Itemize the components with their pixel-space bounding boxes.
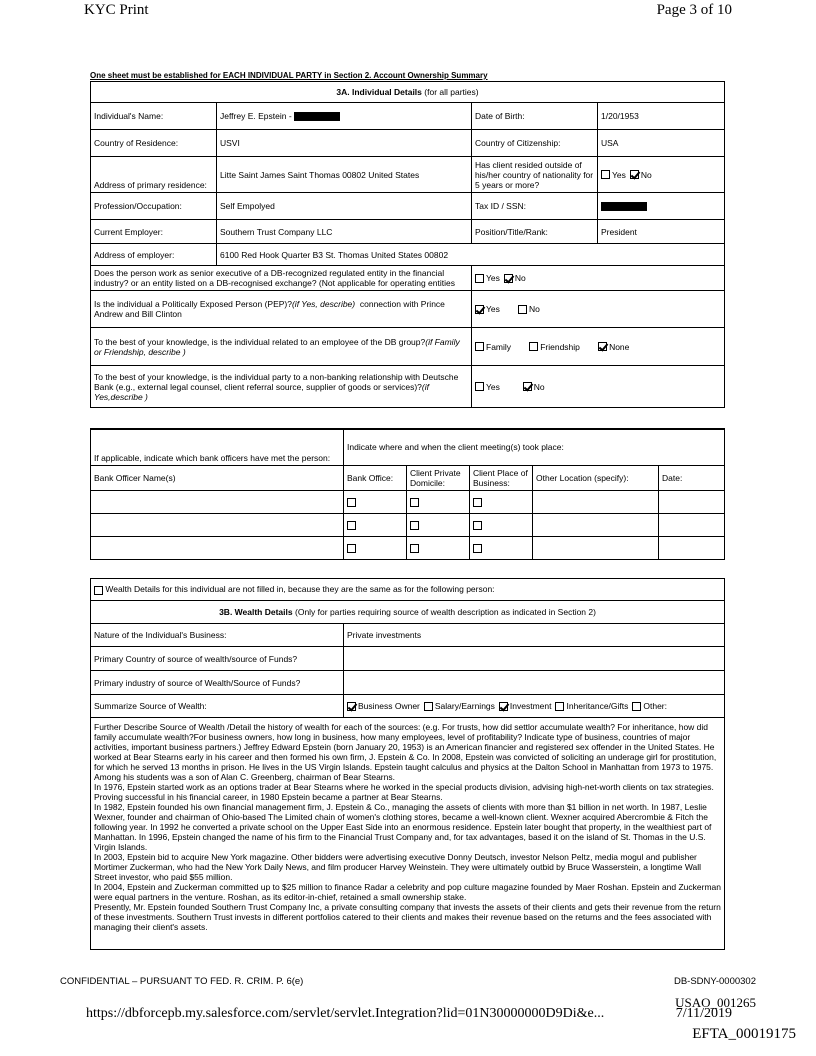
section-3a-header	[91, 82, 725, 103]
wealth-paragraph: In 1976, Epstein started work as an options trader at Bear Stearns where he worked in the special products division, advising high-net-worth clients on tax strategies. Proving successful in his financial career, in 1980 Epstein became a partner at Bear Stearns.	[94, 782, 714, 802]
taxid-label: Tax ID / SSN:	[472, 193, 598, 220]
nonbank-yes-label: Yes	[486, 381, 500, 392]
employer-address-value: 6100 Red Hook Quarter B3 St. Thomas United States 00802	[217, 244, 725, 266]
industry-label: Primary industry of source of Wealth/Source of Funds?	[91, 671, 344, 695]
position-value: President	[598, 220, 725, 244]
wealth-paragraph: Presently, Mr. Epstein founded Southern Trust Company Inc, a private consulting company that invests the assets of their clients and gets their revenue from the return of these investments. Southern Trust invests in different portfolios catered to their clients and makes their revenue based on the returns and the fees associated with managing their client's assets.	[94, 902, 721, 932]
other-label: Other:	[643, 701, 667, 712]
date-cell[interactable]	[659, 491, 725, 514]
address-value: Litte Saint James Saint Thomas 00802 United States	[217, 157, 472, 193]
business-value: Private investments	[344, 624, 725, 647]
profession-label: Profession/Occupation:	[91, 193, 217, 220]
redaction-bar	[294, 112, 340, 121]
individual-details-table	[90, 81, 725, 430]
nonbank-options	[472, 366, 725, 408]
app-title: KYC Print	[84, 2, 149, 18]
name-value: Jeffrey E. Epstein -	[220, 110, 292, 121]
domicile-checkbox[interactable]	[410, 498, 419, 507]
business-label: Nature of the Individual's Business:	[91, 624, 344, 647]
page-indicator: Page 3 of 10	[656, 2, 732, 18]
citizenship-label: Country of Citizenship:	[472, 130, 598, 157]
date-cell[interactable]	[659, 537, 725, 560]
outside-yes-label: Yes	[612, 169, 626, 180]
industry-value	[344, 671, 725, 695]
senior-no-checkbox[interactable]	[504, 274, 513, 283]
officer-name-cell[interactable]	[91, 514, 344, 537]
where-question: Indicate where and when the client meeting(s) took place:	[344, 429, 725, 466]
spacer-row	[91, 408, 725, 430]
citizenship-value: USA	[598, 130, 725, 157]
senior-question: Does the person work as senior executive of a DB-recognized regulated entity in the financial industry? or an entity listed on a DB-recognised exchange? (Not applicable for operating entities	[91, 266, 472, 291]
col-business-header: Client Place of Business:	[470, 466, 533, 491]
col-date-header: Date:	[659, 466, 725, 491]
name-label: Individual's Name:	[91, 103, 217, 130]
confidential-notice: CONFIDENTIAL – PURSUANT TO FED. R. CRIM. P. 6(e)	[60, 976, 304, 987]
outside-no-checkbox[interactable]	[630, 170, 639, 179]
wealth-description	[91, 718, 725, 950]
bank-office-checkbox[interactable]	[347, 544, 356, 553]
other-location-cell[interactable]	[533, 491, 659, 514]
officer-name-cell[interactable]	[91, 537, 344, 560]
summary-label: Summarize Source of Wealth:	[91, 695, 344, 718]
same-as-checkbox[interactable]	[94, 586, 103, 595]
country-value	[344, 647, 725, 671]
profession-value: Self Empolyed	[217, 193, 472, 220]
employer-label: Current Employer:	[91, 220, 217, 244]
section-3b-subtitle: (Only for parties requiring source of wealth description as indicated in Section 2)	[295, 607, 596, 617]
pep-question-text: Is the individual a Politically Exposed Person (PEP)?	[94, 299, 292, 309]
date-cell[interactable]	[659, 514, 725, 537]
business-checkbox[interactable]	[473, 521, 482, 530]
pep-yes-checkbox[interactable]	[475, 305, 484, 314]
section-3a-title: 3A. Individual Details	[336, 87, 422, 97]
bates-db-number: DB-SDNY-0000302	[673, 976, 756, 987]
nonbank-question-hint: (if Yes,describe )	[94, 381, 429, 402]
pep-yes-label: Yes	[486, 304, 500, 315]
business-checkbox[interactable]	[473, 498, 482, 507]
col-officer-header: Bank Officer Name(s)	[91, 466, 344, 491]
pep-no-label: No	[529, 304, 540, 315]
investment-checkbox[interactable]	[499, 702, 508, 711]
dob-label: Date of Birth:	[472, 103, 598, 130]
related-question-text: To the best of your knowledge, is the individual related to an employee of the DB group?	[94, 336, 426, 347]
col-domicile-header: Client Private Domicile:	[407, 466, 470, 491]
position-label: Position/Title/Rank:	[472, 220, 598, 244]
col-bank-office-header: Bank Office:	[344, 466, 407, 491]
redaction-bar	[601, 202, 647, 211]
same-as-label: Wealth Details for this individual are not filled in, because they are the same as for the following person:	[105, 584, 495, 595]
friendship-label: Friendship	[540, 341, 580, 352]
section-3a-subtitle: (for all parties)	[424, 87, 479, 97]
country-label: Primary Country of source of wealth/source of Funds?	[91, 647, 344, 671]
col-other-header: Other Location (specify):	[533, 466, 659, 491]
taxid-cell	[598, 193, 725, 220]
pep-answer-text: connection with Prince Andrew and Bill Clinton	[94, 299, 445, 319]
pep-question-hint: (if Yes, describe)	[291, 299, 356, 309]
address-label: Address of primary residence:	[91, 157, 217, 193]
senior-yes-checkbox[interactable]	[475, 274, 484, 283]
nonbank-no-checkbox[interactable]	[523, 382, 532, 391]
senior-options	[472, 266, 725, 291]
wealth-paragraph: In 2004, Epstein and Zuckerman committed up to $25 million to finance Radar a celebrity and pop culture magazine founded by Maer Roshan. Epstein and Zuckerman were equal partners in the venture. Roshan, as its editor-in-chief, retained a small ownership stake.	[94, 882, 721, 902]
nonbank-yes-checkbox[interactable]	[475, 382, 484, 391]
other-checkbox[interactable]	[632, 702, 641, 711]
business-owner-label: Business Owner	[358, 701, 420, 712]
name-cell	[217, 103, 472, 130]
senior-no-label: No	[514, 273, 526, 284]
same-as-row	[91, 579, 725, 601]
bank-office-checkbox[interactable]	[347, 521, 356, 530]
residence-value: USVI	[217, 130, 472, 157]
wealth-paragraph: Further Describe Source of Wealth /Detail the history of wealth for each of the sources: (e.g. For trusts, how did settlor accumulate wealth? For inheritance, how did family accumulate wealth?For business owners, how long in business, how many employees, level of profitability? Indicate type of business, countries of major activities, important business partners.) Jeffrey Edward Epstein (born January 20, 1953) is an American financier and registered sex offender in the United States. He worked at Bear Stearns early in his career and then formed his own firm, J. Epstein & Co. In 2008, Epstein was convicted of soliciting an underage girl for prostitution, for which he served 13 months in prison. He lives in the US Virgin Islands. Epstein taught calculus and physics at the Dalton School in Manhattan from 1973 to 1975. Among his students was a son of Alan C. Greenberg, chairman of Bear Stearns.	[94, 722, 717, 782]
wealth-paragraph: In 1982, Epstein founded his own financial management firm, J. Epstein & Co., managing the assets of clients with more than $1 billion in net worth. In 1987, Leslie Wexner, founder and chairman of Ohio-based The Limited chain of women's clothing stores, became a well-known client. Wexner acquired Abercrombie & Fitch the following year. In 1992 he converted a private school on the Upper East Side into an enormous residence. Epstein later bought that property, in the wealthiest part of Manhattan. In 1996, Epstein changed the name of his firm to the Financial Trust Company and, for tax advantages, based it on the island of St. Thomas in the U.S. Virgin Islands.	[94, 802, 712, 852]
wealth-paragraph: In 2003, Epstein bid to acquire New York magazine. Other bidders were advertising executive Donny Deutsch, investor Nelson Peltz, media mogul and publisher Mortimer Zuckerman, who had the New York Daily News, and film producer Harvey Weinstein. They were ultimately outbid by Bruce Wasserstein, a longtime Wall Street investor, who paid $55 million.	[94, 852, 702, 882]
meetings-table	[90, 428, 725, 560]
salary-label: Salary/Earnings	[434, 701, 495, 712]
page-url[interactable]: https://dbforcepb.my.salesforce.com/servlet/servlet.Integration?lid=01N30000000D9Di&e...	[86, 1006, 605, 1021]
usao-number: USAO_001265	[675, 995, 756, 1010]
pep-question	[91, 291, 472, 328]
outside-label: Has client resided outside of his/her country of nationality for 5 years or more?	[472, 157, 598, 193]
domicile-checkbox[interactable]	[410, 544, 419, 553]
officers-question: If applicable, indicate which bank officers have met the person:	[91, 429, 344, 466]
table-row	[91, 491, 725, 514]
related-options	[472, 328, 725, 366]
pep-options	[472, 291, 725, 328]
inheritance-label: Inheritance/Gifts	[566, 701, 629, 712]
wealth-details-table	[90, 578, 725, 950]
none-checkbox[interactable]	[598, 342, 607, 351]
nonbank-question-text: To the best of your knowledge, is the individual party to a non-banking relationship with Deutsche Bank (e.g., external legal counsel, client referral source, supplier of goods or services)?	[94, 371, 459, 392]
employer-address-label: Address of employer:	[91, 244, 217, 266]
instruction-text: One sheet must be established for EACH INDIVIDUAL PARTY in Section 2. Account Ownership Summary	[90, 71, 488, 80]
domicile-checkbox[interactable]	[410, 521, 419, 530]
section-3b-header	[91, 601, 725, 624]
friendship-checkbox[interactable]	[529, 342, 538, 351]
related-question-hint: (if Family or Friendship, describe )	[94, 336, 460, 357]
efta-number: EFTA_00019175	[692, 1026, 796, 1042]
business-owner-checkbox[interactable]	[347, 702, 356, 711]
nonbank-no-label: No	[533, 381, 545, 392]
print-date: 7/11/2019	[675, 1006, 732, 1021]
bank-office-checkbox[interactable]	[347, 498, 356, 507]
salary-checkbox[interactable]	[424, 702, 433, 711]
business-checkbox[interactable]	[473, 544, 482, 553]
dob-value: 1/20/1953	[598, 103, 725, 130]
summary-options	[344, 695, 725, 718]
senior-yes-label: Yes	[486, 273, 500, 284]
outside-no-label: No	[640, 169, 652, 180]
related-question	[91, 328, 472, 366]
outside-yes-checkbox[interactable]	[601, 170, 610, 179]
nonbank-question	[91, 366, 472, 408]
other-location-cell[interactable]	[533, 537, 659, 560]
outside-options	[598, 157, 725, 193]
table-row	[91, 537, 725, 560]
officer-name-cell[interactable]	[91, 491, 344, 514]
investment-label: Investment	[509, 701, 552, 712]
table-row	[91, 514, 725, 537]
section-3b-title: 3B. Wealth Details	[219, 607, 293, 617]
employer-value: Southern Trust Company LLC	[217, 220, 472, 244]
family-label: Family	[486, 341, 512, 352]
residence-label: Country of Residence:	[91, 130, 217, 157]
other-location-cell[interactable]	[533, 514, 659, 537]
pep-no-checkbox[interactable]	[518, 305, 527, 314]
inheritance-checkbox[interactable]	[555, 702, 564, 711]
family-checkbox[interactable]	[475, 342, 484, 351]
none-label: None	[609, 341, 630, 352]
